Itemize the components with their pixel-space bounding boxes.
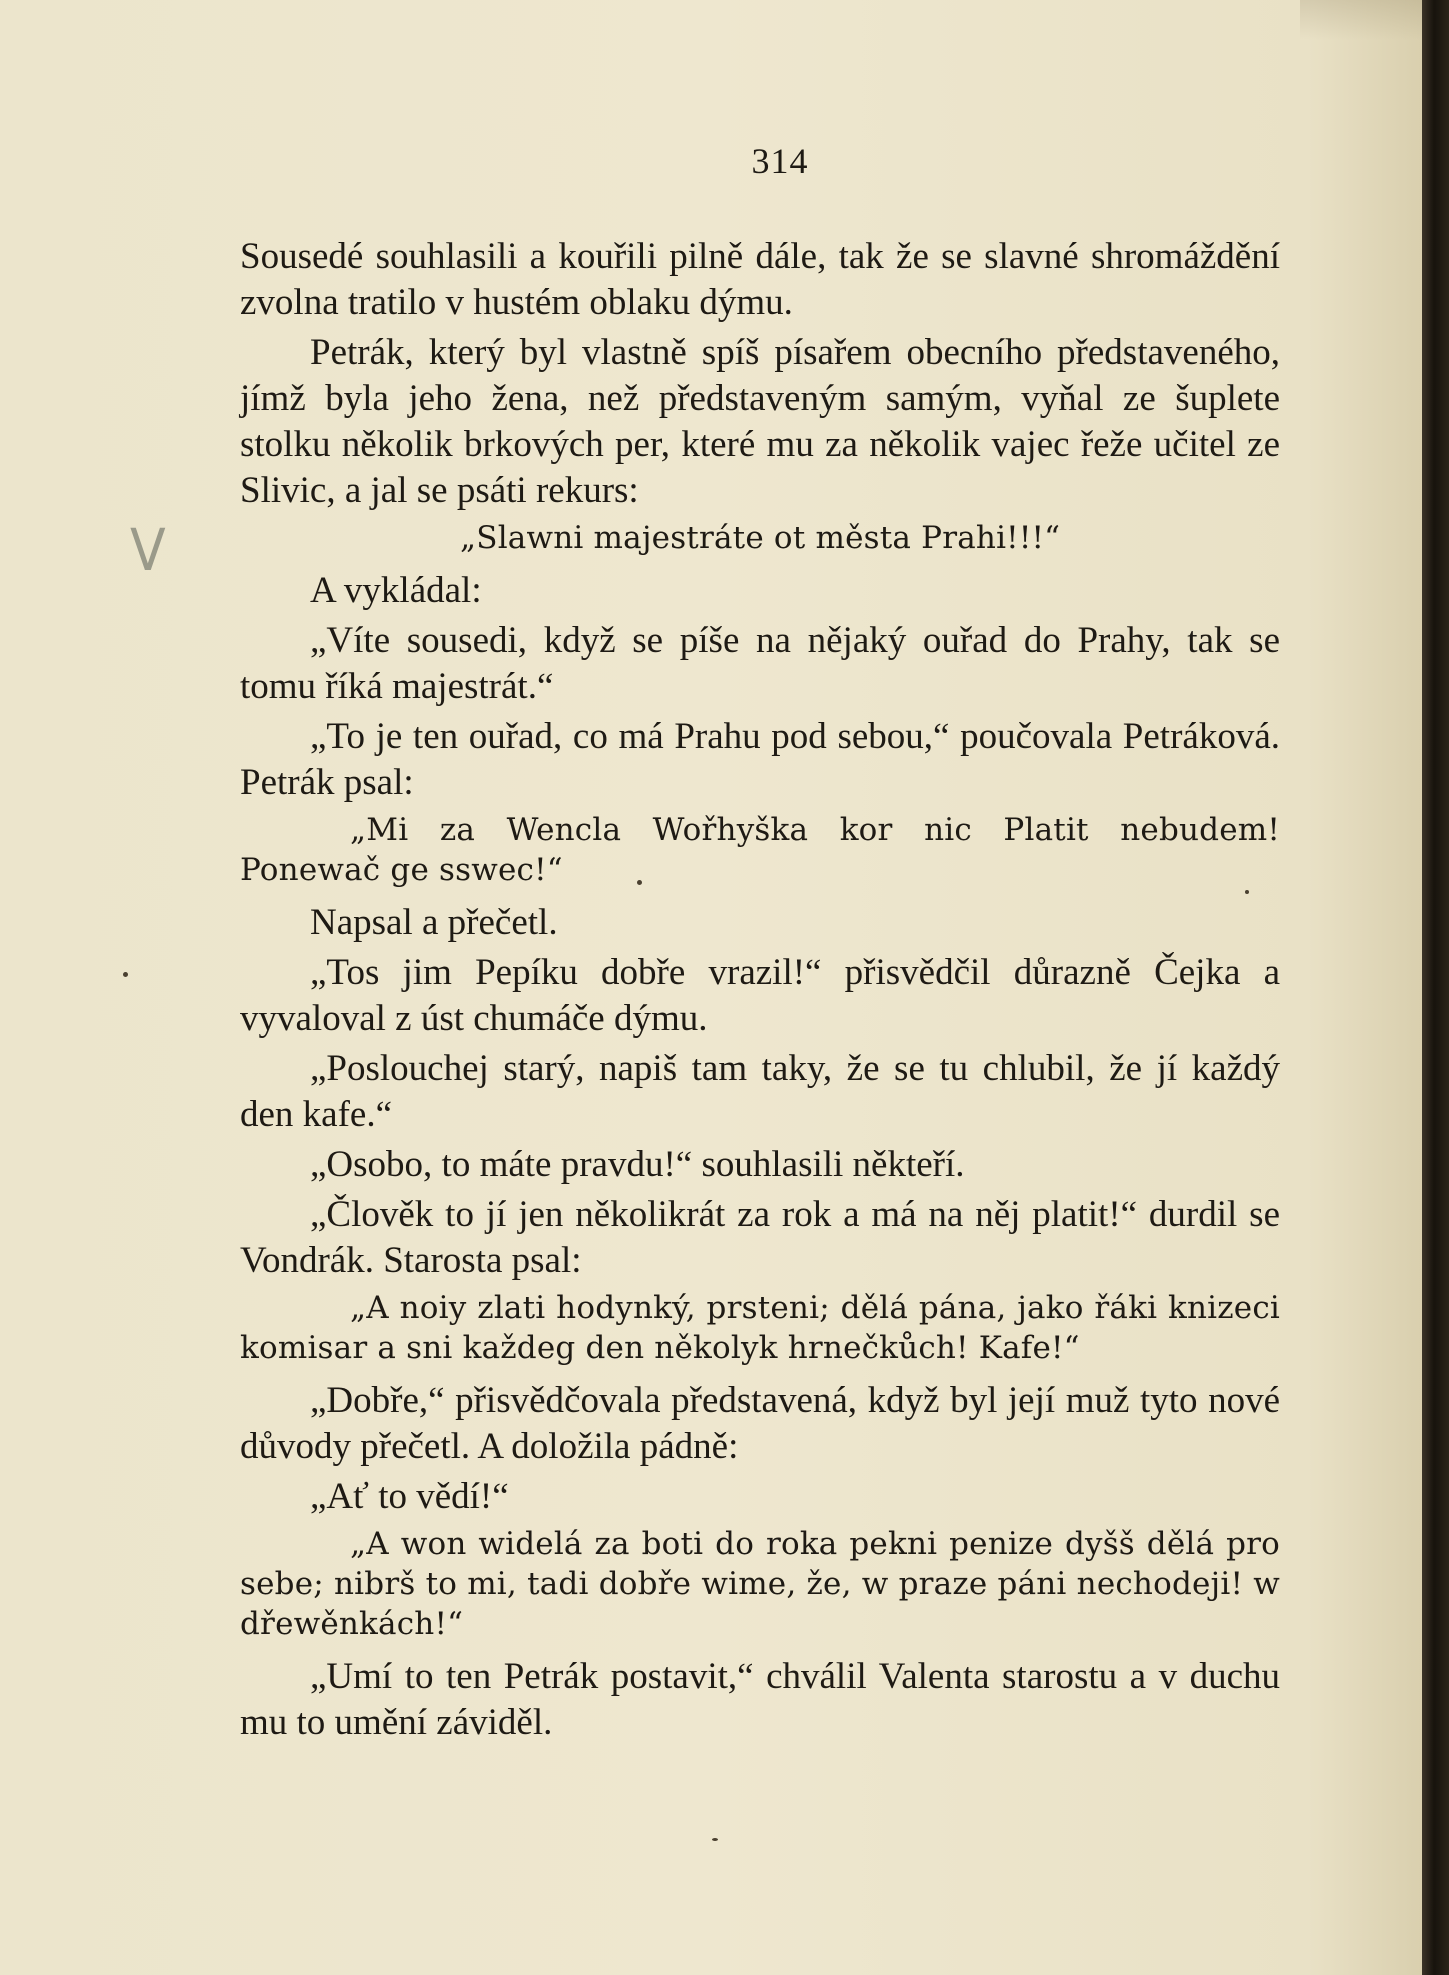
page-text [240, 140, 1280, 1750]
paragraph: Sousedé souhlasili a kouřili pilně dále, tak že se slavné shromáždění zvolna tratilo v hustém oblaku dýmu. [240, 236, 1280, 323]
fraktur-quote: „Slawni majestráte ot města Prahi!!!“ [460, 520, 1061, 556]
paragraph: „Tos jim Pepíku dobře vrazil!“ přisvědčil důrazně Čejka a vyvaloval z úst chumáče dýmu. [240, 952, 1280, 1039]
margin-pencil-mark: V [129, 516, 166, 584]
paragraph: „Člověk to jí jen několikrát za rok a má na něj platit!“ durdil se Vondrák. Starosta psal: [240, 1194, 1280, 1281]
fraktur-quote: „A noiy zlati hodynký, prsteni; dělá pána, jako řáki knizeci komisar a sni každeg den několyk hrnečkůch! Kafe!“ [240, 1290, 1280, 1366]
paragraph: „To je ten ouřad, co má Prahu pod sebou,“ poučovala Petráková. Petrák psal: [240, 716, 1280, 803]
page-number: 314 [751, 141, 809, 181]
paragraph: A vykládal: [310, 570, 482, 611]
book-binding-edge [1422, 0, 1449, 1975]
paragraph: Petrák, který byl vlastně spíš písařem obecního představeného, jímž byla jeho žena, než představeným samým, vyňal ze šuplete stolku několik brkových per, které mu za několik vajec řeže učitel ze Slivic, a jal se psáti rekurs: [240, 332, 1280, 511]
paragraph: „Osobo, to máte pravdu!“ souhlasili někteří. [310, 1144, 965, 1185]
paragraph: „Ať to vědí!“ [310, 1476, 509, 1517]
paragraph: „Víte sousedi, když se píše na nějaký ouřad do Prahy, tak se tomu říká majestrát.“ [240, 620, 1280, 707]
fraktur-quote: „A won widelá za boti do roka pekni penize dyšš dělá pro sebe; nibrš to mi, tadi dobře wime, že, w praze páni nechodeji! w dřewěnkách!“ [240, 1526, 1280, 1642]
ink-speck [123, 972, 128, 977]
paragraph: Napsal a přečetl. [310, 902, 558, 943]
fraktur-quote: „Mi za Wencla Wořhyška kor nic Platit nebudem! Ponewač ge sswec!“ [240, 812, 1280, 888]
paragraph: „Dobře,“ přisvědčovala představená, když byl její muž tyto nové důvody přečetl. A doložila pádně: [240, 1380, 1280, 1467]
paragraph: „Poslouchej starý, napiš tam taky, že se tu chlubil, že jí každý den kafe.“ [240, 1048, 1280, 1135]
paragraph: „Umí to ten Petrák postavit,“ chválil Valenta starostu a v duchu mu to umění záviděl. [240, 1656, 1280, 1743]
ink-speck [712, 1838, 718, 1841]
page-corner-shadow [1300, 0, 1422, 40]
